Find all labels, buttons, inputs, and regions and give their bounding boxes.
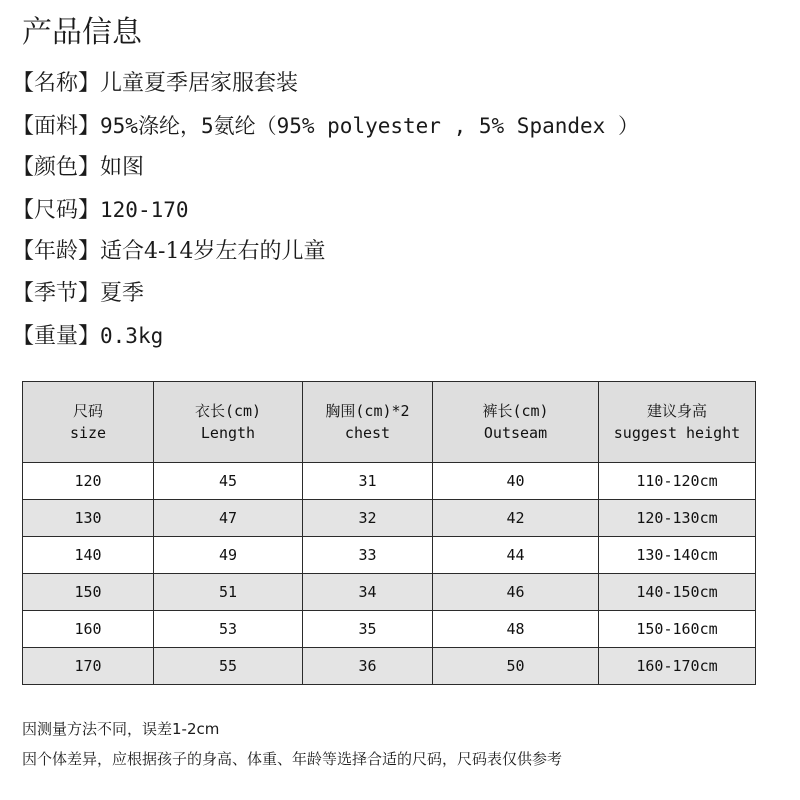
info-row-name	[12, 64, 639, 106]
table-row	[23, 648, 756, 685]
info-label: 【颜色】	[12, 155, 101, 180]
table-row	[23, 500, 756, 537]
info-value: 95%涤纶，5氨纶（95% polyester , 5% Spandex ）	[100, 114, 639, 138]
table-cell: 130-140cm	[599, 537, 756, 574]
table-cell: 31	[303, 463, 433, 500]
table-row	[23, 463, 756, 500]
table-cell: 160-170cm	[599, 648, 756, 685]
table-cell: 48	[433, 611, 599, 648]
table-cell: 150-160cm	[599, 611, 756, 648]
table-cell: 46	[433, 574, 599, 611]
table-cell: 40	[433, 463, 599, 500]
info-label: 【重量】	[12, 324, 101, 349]
info-value: 如图	[100, 155, 145, 180]
product-info-list	[12, 64, 639, 358]
table-cell: 160	[23, 611, 154, 648]
info-label: 【尺码】	[12, 198, 101, 223]
table-cell: 32	[303, 500, 433, 537]
size-advice-note: 因个体差异，应根据孩子的身高、体重、年龄等选择合适的尺码，尺码表仅供参考	[22, 750, 563, 768]
measurement-note: 因测量方法不同，误差1-2cm	[22, 720, 220, 738]
info-row-age	[12, 232, 639, 274]
header-size	[23, 382, 154, 463]
header-en: size	[69, 424, 107, 442]
header-height	[599, 382, 756, 463]
table-cell: 140	[23, 537, 154, 574]
table-cell: 45	[154, 463, 303, 500]
info-row-size	[12, 190, 639, 232]
info-label: 【季节】	[12, 281, 101, 306]
table-cell: 150	[23, 574, 154, 611]
info-value: 适合4-14岁左右的儿童	[100, 239, 326, 264]
table-header-row	[23, 382, 756, 463]
header-zh: 裤长(cm)	[482, 402, 549, 420]
table-cell: 42	[433, 500, 599, 537]
table-row	[23, 574, 756, 611]
info-row-color	[12, 148, 639, 190]
header-chest	[303, 382, 433, 463]
table-cell: 120	[23, 463, 154, 500]
table-cell: 110-120cm	[599, 463, 756, 500]
header-en: chest	[344, 424, 391, 442]
table-cell: 170	[23, 648, 154, 685]
info-value: 夏季	[100, 281, 145, 306]
table-cell: 34	[303, 574, 433, 611]
info-label: 【面料】	[12, 114, 101, 139]
table-cell: 44	[433, 537, 599, 574]
info-value: 120-170	[100, 198, 189, 222]
table-cell: 53	[154, 611, 303, 648]
header-zh: 衣长(cm)	[194, 402, 262, 420]
table-cell: 35	[303, 611, 433, 648]
table-cell: 130	[23, 500, 154, 537]
page-title: 产品信息	[22, 15, 142, 50]
info-row-fabric	[12, 106, 639, 148]
header-length	[154, 382, 303, 463]
table-cell: 50	[433, 648, 599, 685]
header-zh: 胸围(cm)*2	[325, 402, 410, 420]
info-label: 【年龄】	[12, 239, 101, 264]
table-cell: 55	[154, 648, 303, 685]
table-cell: 120-130cm	[599, 500, 756, 537]
header-en: Outseam	[483, 424, 548, 442]
table-cell: 51	[154, 574, 303, 611]
header-en: Length	[200, 424, 256, 442]
header-zh: 建议身高	[646, 402, 707, 420]
info-row-weight	[12, 316, 639, 358]
table-row	[23, 611, 756, 648]
info-value: 0.3kg	[100, 324, 164, 348]
table-cell: 47	[154, 500, 303, 537]
table-cell: 36	[303, 648, 433, 685]
header-outseam	[433, 382, 599, 463]
table-cell: 33	[303, 537, 433, 574]
table-cell: 140-150cm	[599, 574, 756, 611]
table-row	[23, 537, 756, 574]
info-row-season	[12, 274, 639, 316]
info-label: 【名称】	[12, 71, 101, 96]
table-cell: 49	[154, 537, 303, 574]
header-zh: 尺码	[72, 402, 103, 420]
header-en: suggest height	[613, 424, 741, 442]
size-chart-table	[22, 381, 756, 685]
info-value: 儿童夏季居家服套装	[100, 71, 299, 96]
